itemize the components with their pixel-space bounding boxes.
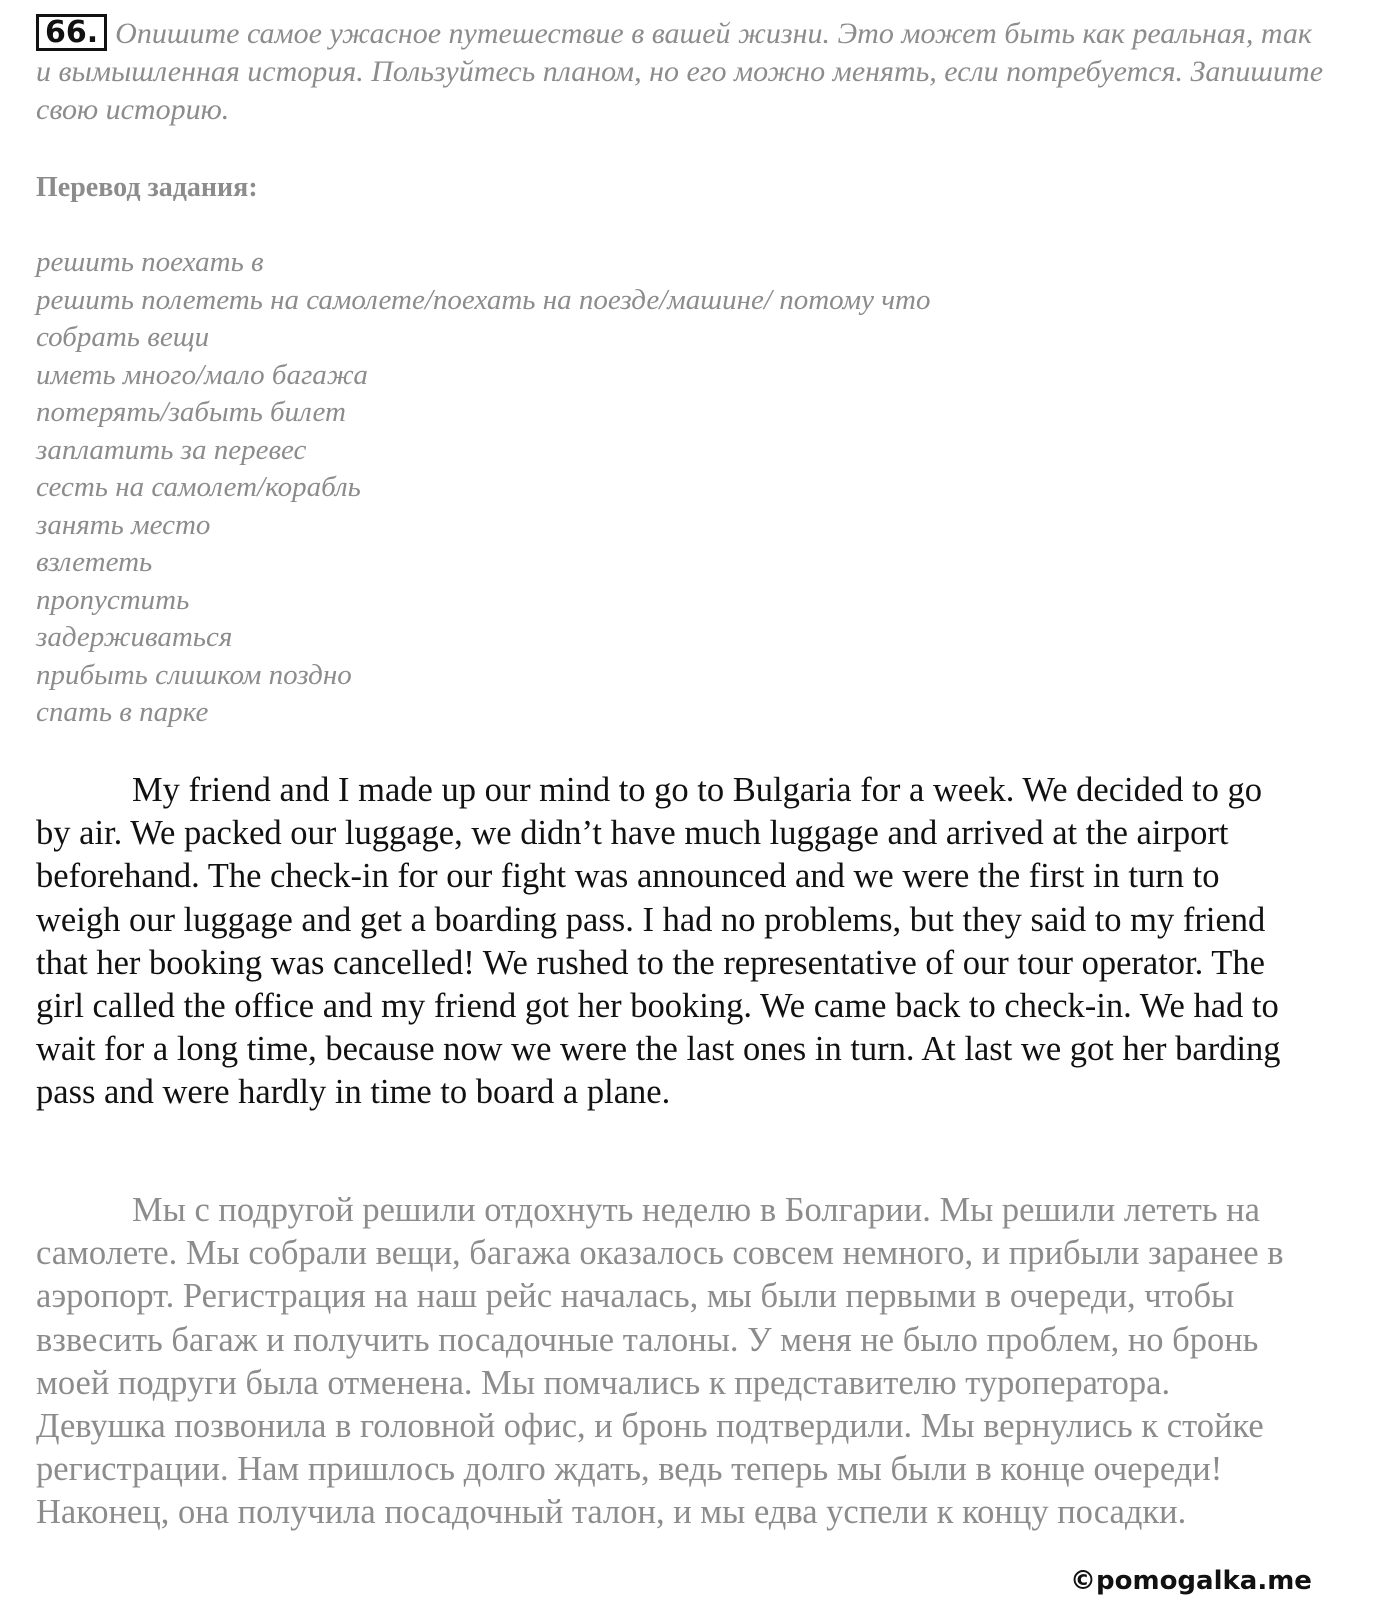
plan-item: решить поехать в [36,246,264,278]
plan-item: собрать вещи [36,321,210,353]
task-instruction: Опишите самое ужасное путешествие в вашей жизни. Это может быть как реальная, так и вымышленная история. Пользуйтесь планом, но его можно менять, если потребуется. Запишите свою историю. [36,17,1324,126]
plan-list [36,244,930,732]
plan-item: решить полететь на самолете/поехать на поезде/машине/ потому что [36,283,931,316]
watermark: ©pomogalka.me [1070,1566,1312,1596]
story-english: My friend and I made up our mind to go to Bulgaria for a week. We decided to go by air. We packed our luggage, we didn’t have much luggage and arrived at the airport beforehand. The check-in for our fight was announced and we were the first in turn to weigh our luggage and get a boarding pass. I had no problems, but they said to my friend that her booking was cancelled! We rushed to the representative of our tour operator. The girl called the office and my friend got her booking. We came back to check-in. We had to wait for a long time, because now we were the last ones in turn. At last we got her barding pass and were hardly in time to board a plane. [36,771,1281,1112]
plan-item: занять место [36,508,211,541]
task-header [36,14,1326,129]
translation-heading: Перевод задания: [36,172,258,203]
plan-item: иметь много/мало багажа [36,358,368,391]
plan-item: сесть на самолет/корабль [36,471,361,503]
plan-item: спать в парке [36,696,209,728]
plan-item: потерять/забыть билет [36,396,346,428]
plan-item: заплатить за перевес [36,433,307,466]
plan-item: прибыть слишком поздно [36,658,352,691]
task-number-badge: 66. [36,14,107,51]
story-russian: Мы с подругой решили отдохнуть неделю в Болгарии. Мы решили лететь на самолете. Мы собрали вещи, багажа оказалось совсем немного, и прибыли заранее в аэропорт. Регистрация на наш рейс началась, мы были первыми в очереди, чтобы взвесить багаж и получить посадочные талоны. У меня не было проблем, но бронь моей подруги была отменена. Мы помчались к представителю туроператора. Девушка позвонила в головной офис, и бронь подтвердили. Мы вернулись к стойке регистрации. Нам пришлось долго ждать, ведь теперь мы были в конце очереди! Наконец, она получила посадочный талон, и мы едва успели к концу посадки. [36,1191,1284,1532]
plan-item: задерживаться [36,621,233,653]
plan-item: пропустить [36,583,190,616]
plan-item: взлететь [36,546,153,578]
